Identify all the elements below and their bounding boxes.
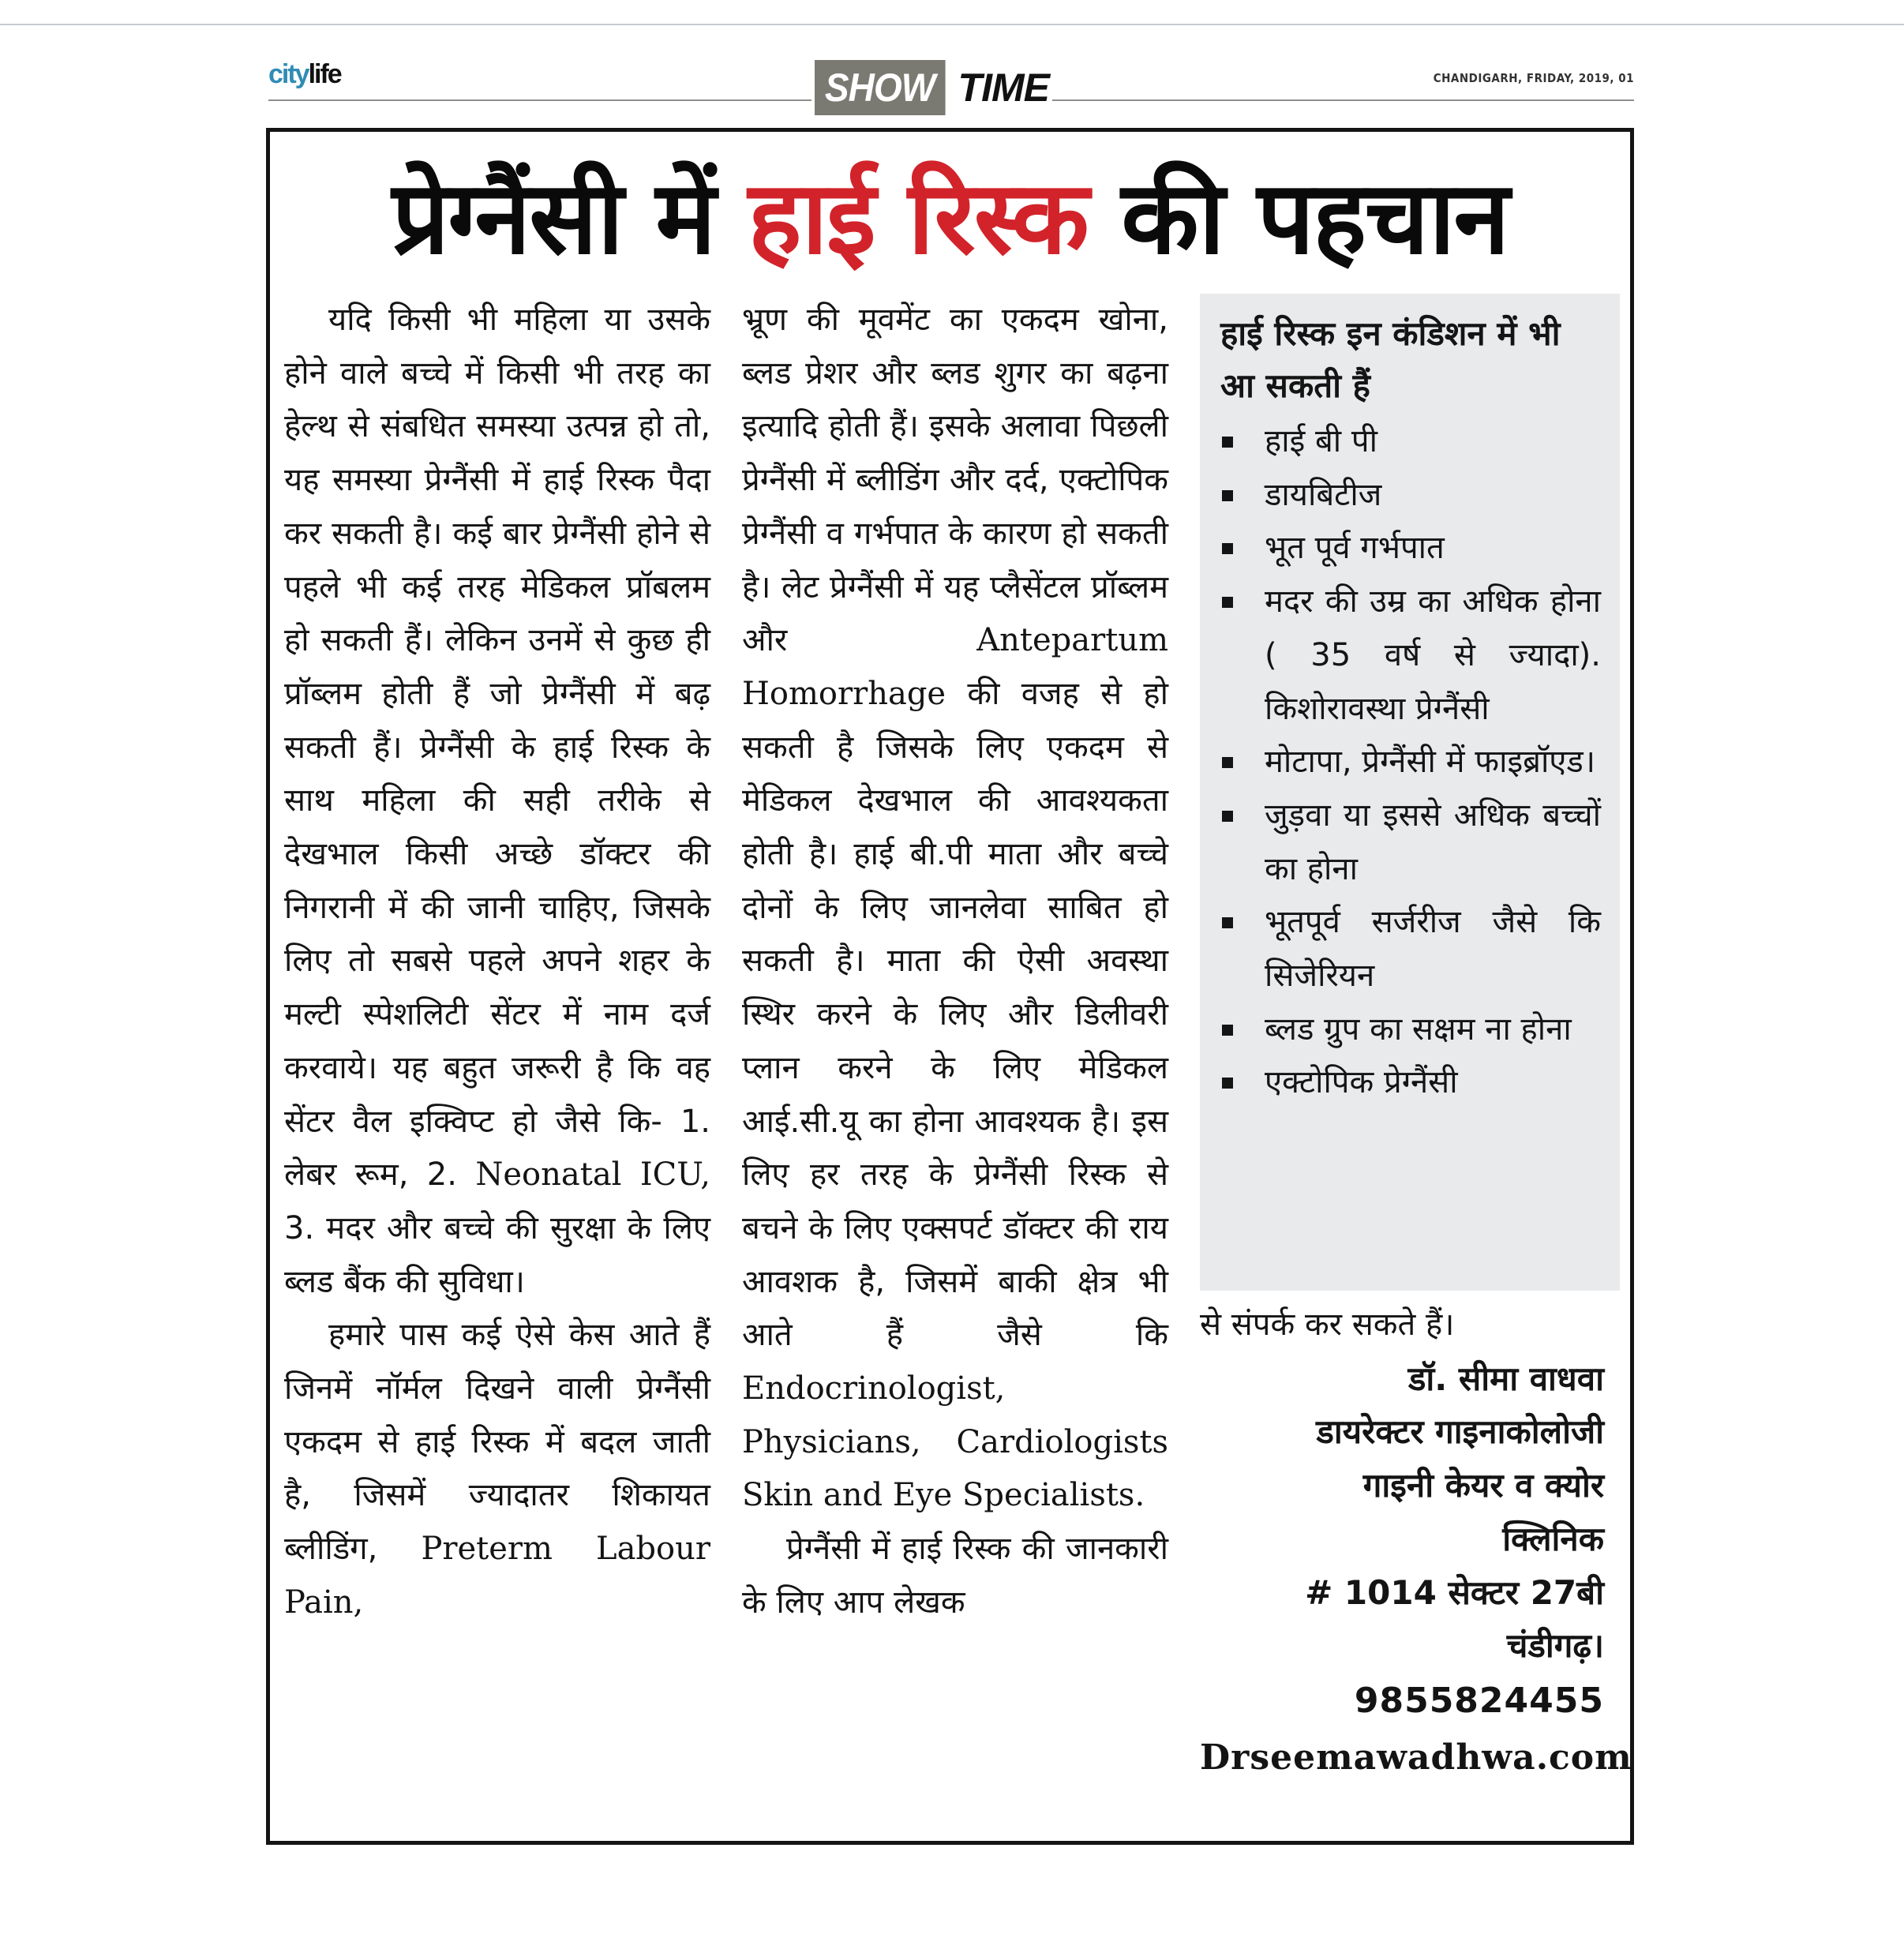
risk-list-item (1220, 522, 1601, 575)
risk-list-item (1220, 469, 1601, 523)
square-bullet-icon (1222, 811, 1233, 822)
logo-city: city (268, 59, 309, 89)
sidebar-title: हाई रिस्क इन कंडिशन में भी आ सकती हैं (1220, 314, 1561, 405)
square-bullet-icon (1222, 437, 1233, 448)
risk-item-text: एक्टोपिक प्रेग्नैंसी (1265, 1064, 1458, 1101)
square-bullet-icon (1222, 757, 1233, 768)
square-bullet-icon (1222, 543, 1233, 554)
col2-paragraph1-english: Antepartum Homorrhage (742, 622, 1168, 712)
risk-item-text: मोटापा, प्रेग्नैंसी में फाइब्रॉएड। (1265, 744, 1595, 781)
section-title (811, 60, 1052, 115)
contact-lead: से संपर्क कर सकते हैं। (1200, 1306, 1455, 1343)
risk-list-item (1220, 575, 1601, 736)
risk-list-item (1220, 415, 1601, 469)
risk-item-text: डायबिटीज (1265, 476, 1382, 513)
col2-paragraph1-english2: Endocrinologist, Physicians, Cardiologists Skin and Eye Specialists. (742, 1370, 1168, 1514)
col1-paragraph1-end: 3. मदर और बच्चे की सुरक्षा के लिए ब्लड बैंक की सुविधा। (284, 1209, 710, 1300)
col1-paragraph2-english: Preterm Labour Pain, (284, 1531, 710, 1621)
risk-item-text: जुड़वा या इससे अधिक बच्चों का होना (1265, 796, 1601, 887)
top-divider (0, 24, 1904, 25)
square-bullet-icon (1222, 490, 1233, 501)
risk-list-item (1220, 789, 1601, 896)
risk-item-text: मदर की उम्र का अधिक होना ( 35 वर्ष से ज्यादा). किशोरावस्था प्रेग्नैंसी (1265, 583, 1601, 727)
logo-life: life (308, 59, 341, 89)
col1-paragraph1-english: Neonatal ICU, (475, 1156, 710, 1194)
headline-highlight: हाई रिस्क (748, 159, 1088, 277)
risk-list-item (1220, 1003, 1601, 1057)
clinic-name-line2: क्लिनिक (1502, 1519, 1604, 1558)
risk-list-item (1220, 896, 1601, 1003)
col2-paragraph1: भ्रूण की मूवमेंट का एकदम खोना, ब्लड प्रेशर और ब्लड शुगर का बढ़ना इत्यादि होती हैं। इसके अलावा पिछली प्रेग्नैंसी में ब्लीडिंग और दर्द, एक्टोपिक प्रेग्नैंसी व गर्भपात के कारण हो सकती है। लेट प्रेग्नैंसी में यह प्लैसेंटल प्रॉब्लम और (742, 302, 1168, 659)
article-column-2 (742, 294, 1168, 1630)
risk-item-text: हाई बी पी (1265, 423, 1377, 459)
risk-list-item (1220, 1056, 1601, 1110)
square-bullet-icon (1222, 1078, 1233, 1089)
section-time: TIME (958, 66, 1049, 110)
section-show: SHOW (815, 60, 945, 115)
headline-part2: की पहचान (1121, 159, 1509, 277)
address-line2: चंडीगढ़। (1506, 1626, 1604, 1666)
headline (270, 156, 1630, 282)
article-frame (266, 128, 1634, 1845)
dateline: CHANDIGARH, FRIDAY, 2019, 01 (1429, 71, 1634, 85)
col1-paragraph2: हमारे पास कई ऐसे केस आते हैं जिनमें नॉर्मल दिखने वाली प्रेग्नैंसी एकदम से हाई रिस्क में बदल जाती है, जिसमें ज्यादातर शिकायत ब्लीडिंग, (284, 1317, 710, 1568)
doctor-name: डॉ. सीमा वाधवा (1407, 1359, 1604, 1398)
article-column-1 (284, 294, 710, 1630)
sidebar-box (1200, 294, 1620, 1291)
col2-paragraph1-cont: की वजह से हो सकती है जिसके लिए एकदम से मेडिकल देखभाल की आवश्यकता होती है। हाई बी.पी माता और बच्चे दोनों के लिए जानलेवा साबित हो सकती है। माता की ऐसी अवस्था स्थिर करने के लिए और डिलीवरी प्लान करने के लिए मेडिकल आई.सी.यू का होना आवश्यक है। इस लिए हर तरह के प्रेग्नैंसी रिस्क से बचने के लिए एक्सपर्ट डॉक्टर की राय आवशक है, जिसमें बाकी क्षेत्र भी आते हैं जैसे कि (742, 675, 1168, 1354)
website: Drseemawadhwa.com (1200, 1737, 1632, 1778)
risk-item-text: भूतपूर्व सर्जरीज जैसे कि सिजेरियन (1265, 904, 1601, 995)
square-bullet-icon (1222, 1025, 1233, 1036)
paragraph (284, 1309, 710, 1629)
col1-paragraph1: यदि किसी भी महिला या उसके होने वाले बच्चे में किसी भी तरह का हेल्थ से संबधित समस्या उत्पन्न हो तो, यह समस्या प्रेग्नैंसी में हाई रिस्क पैदा कर सकती है। कई बार प्रेग्नैंसी होने से पहले भी कई तरह मेडिकल प्रॉबलम हो सकती हैं। लेकिन उनमें से कुछ ही प्रॉब्लम होती हैं जो प्रेग्नैंसी में बढ़ सकती हैं। प्रेग्नैंसी के हाई रिस्क के साथ महिला की सही तरीके से देखभाल किसी अच्छे डॉक्टर की निगरानी में की जानी चाहिए, जिसके लिए तो सबसे पहले अपने शहर के मल्टी स्पेशलिटी सेंटर में नाम दर्ज करवाये। यह बहुत जरूरी है कि वह सेंटर वैल इक्विप्ट हो जैसे कि- 1. लेबर रूम, 2. (284, 302, 710, 1194)
risk-list (1220, 415, 1601, 1110)
risk-item-text: भूत पूर्व गर्भपात (1265, 530, 1445, 567)
masthead (268, 49, 1634, 128)
paragraph (742, 294, 1168, 1523)
paragraph (742, 1523, 1168, 1629)
citylife-logo (268, 58, 347, 90)
author-contact (1200, 1299, 1632, 1786)
clinic-name-line1: गाइनी केयर व क्योर (1362, 1466, 1604, 1505)
col2-paragraph2: प्रेग्नैंसी में हाई रिस्क की जानकारी के लिए आप लेखक (742, 1531, 1168, 1621)
phone-number: 9855824455 (1354, 1680, 1604, 1721)
risk-list-item (1220, 736, 1601, 789)
doctor-designation: डायरेक्टर गाइनाकोलोजी (1316, 1412, 1604, 1452)
square-bullet-icon (1222, 917, 1233, 928)
address-line1: # 1014 सेक्टर 27बी (1305, 1572, 1604, 1612)
paragraph (284, 294, 710, 1309)
risk-item-text: ब्लड ग्रुप का सक्षम ना होना (1265, 1010, 1572, 1048)
headline-part1: प्रेग्नैंसी में (392, 159, 715, 277)
square-bullet-icon (1222, 597, 1233, 608)
